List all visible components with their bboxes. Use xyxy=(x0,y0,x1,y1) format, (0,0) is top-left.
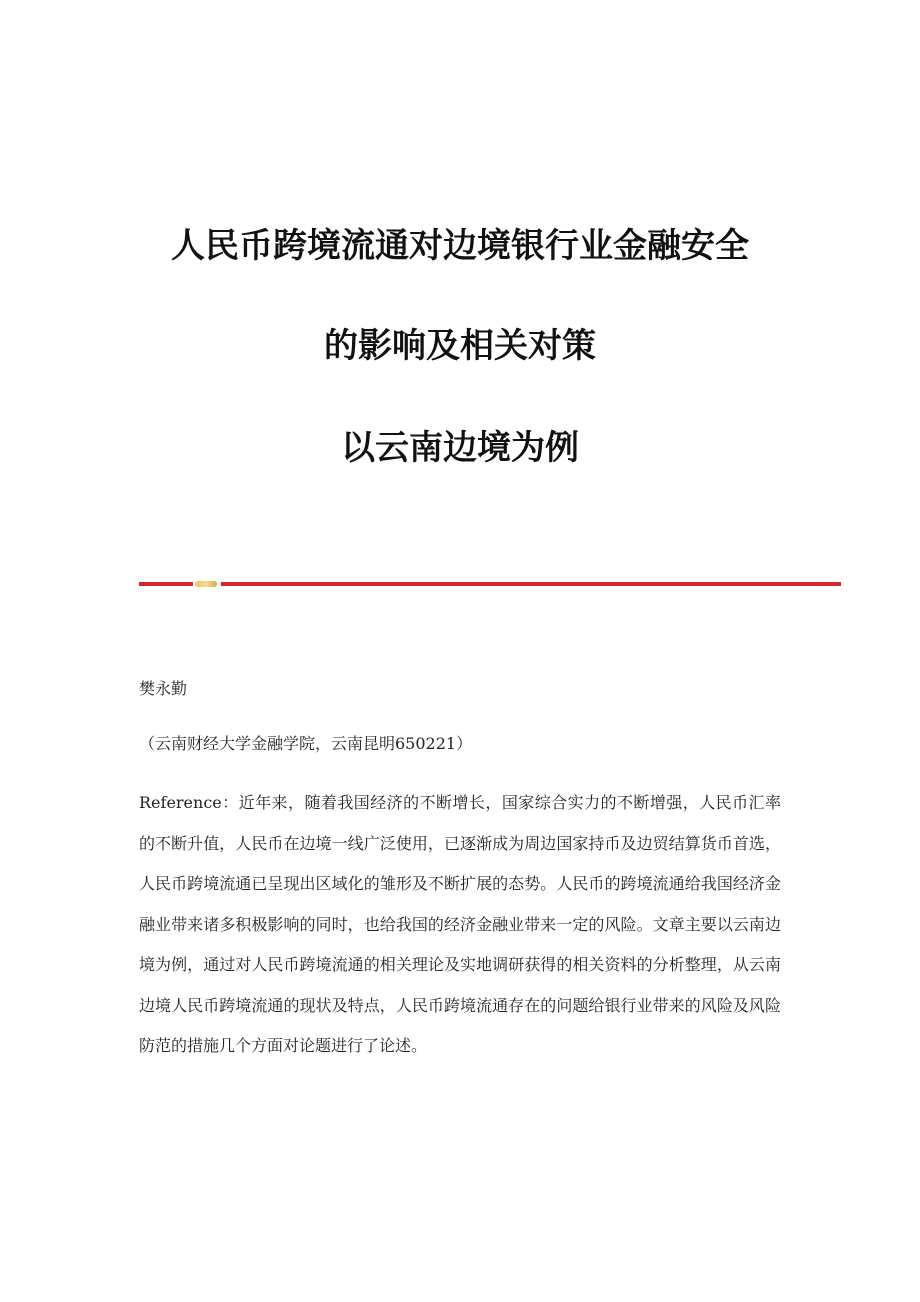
subtitle: 以云南边境为例 xyxy=(341,428,579,468)
author-name: 樊永勤 xyxy=(139,679,188,698)
title-line-1: 人民币跨境流通对边境银行业金融安全 xyxy=(171,226,749,266)
divider-ornament-icon xyxy=(195,581,217,587)
author-affiliation: （云南财经大学金融学院，云南昆明650221） xyxy=(139,734,473,753)
title-divider xyxy=(139,581,841,587)
divider-bar-right xyxy=(221,582,841,586)
title-line-2: 的影响及相关对策 xyxy=(324,326,596,366)
abstract-paragraph: Reference：近年来，随着我国经济的不断增长，国家综合实力的不断增强，人民币汇率的不断升值，人民币在边境一线广泛使用，已逐渐成为周边国家持币及边贸结算货币首选，人民币跨境流通已呈现出区域化的雏形及不断扩展的态势。人民币的跨境流通给我国经济金融业带来诸多积极影响的同时，也给我国的经济金融业带来一定的风险。文章主要以云南边境为例，通过对人民币跨境流通的相关理论及实地调研获得的相关资料的分析整理，从云南边境人民币跨境流通的现状及特点，人民币跨境流通存在的问题给银行业带来的风险及风险防范的措施几个方面对论题进行了论述。 xyxy=(139,793,781,1055)
divider-bar-left xyxy=(139,582,193,586)
